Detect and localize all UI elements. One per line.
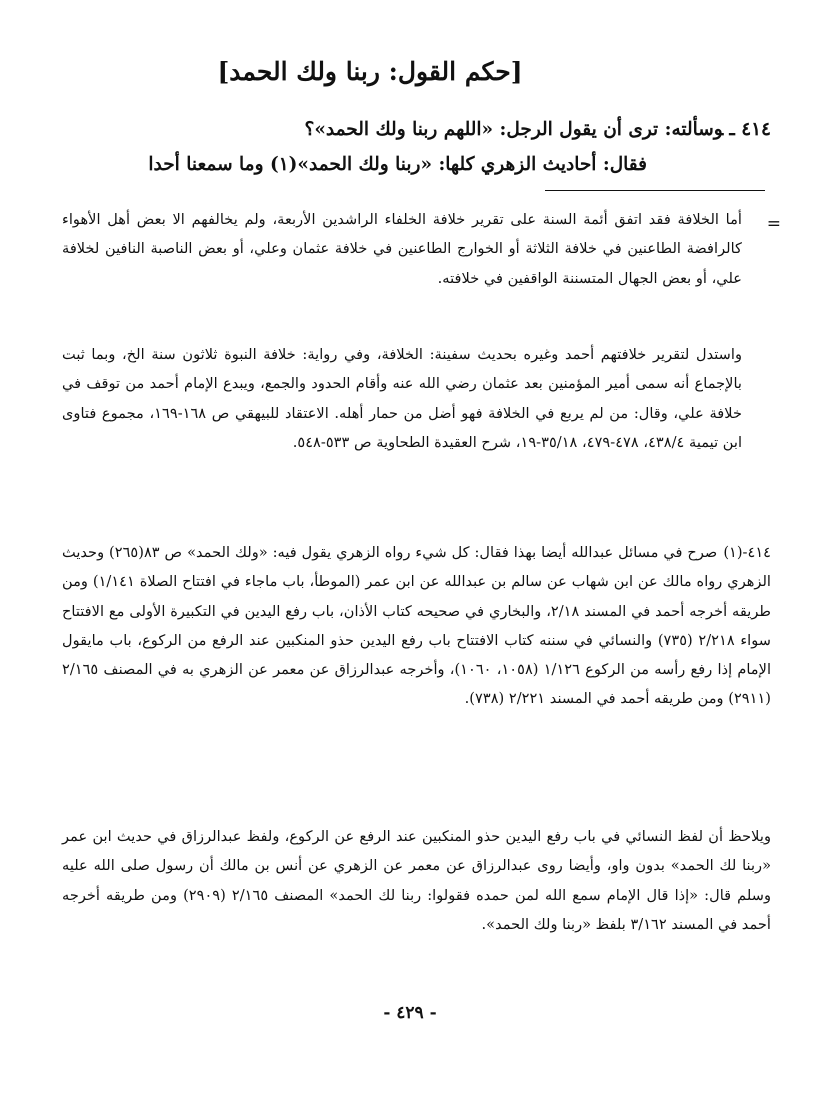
question-line xyxy=(41,112,771,147)
footnote-paragraph-wording xyxy=(62,822,771,939)
footnote-text: واستدل لتقرير خلافتهم أحمد وغيره بحديث سفينة: الخلافة، وفي رواية: خلافة النبوة ثلاثون سنة الخ، وبما ثبت بالإجماع أنه سمى أمير المؤمنين بعد عثمان رضي الله عنه وأقام الحدود والجمع، ويبدع الإمام أحمد من توقف في خلافة علي، وقال: من لم يربع في الخلافة فهو أضل من حمار أهله. الاعتقاد للبيهقي ص ١٦٨-١٦٩، مجموع فتاوى ابن تيمية ٤٣٨/٤، ٤٧٨-٤٧٩، ٣٥/١٨-١٩، شرح العقيدة الطحاوية ص ٥٣٣-٥٤٨. xyxy=(62,346,742,451)
answer-line: فقال: أحاديث الزهري كلها: «ربنا ولك الحمد»(١) وما سمعنا أحدا xyxy=(148,154,647,175)
main-text xyxy=(41,112,771,182)
footnote-body: صرح في مسائل عبدالله أيضا بهذا فقال: كل شيء رواه الزهري يقول فيه: «ولك الحمد» ص ٨٣(٢٦٥) وحديث الزهري رواه مالك عن ابن شهاب عن سالم بن عبدالله عن ابن عمر (الموطأ، باب ماجاء في افتتاح الصلاة ١/١٤١) ومن طريقه أخرجه أحمد في المسند ٢/١٨، والبخاري في صحيحه كتاب الأذان، باب رفع اليدين في التكبيرة الأولى مع الافتتاح سواء ٢/٢١٨ (٧٣٥) والنسائي في سننه كتاب الافتتاح باب رفع اليدين حذو المنكبين عند الرفع من الركوع، باب مايقول الإمام إذا رفع رأسه من الركوع ١/١٢٦ (١٠٥٨، ١٠٦٠)، وأخرجه عبدالرزاق عن معمر عن الزهري به في المصنف ٢/١٦٥ (٢٩١١) ومن طريقه أحمد في المسند ٢/٢٢١ (٧٣٨). xyxy=(62,544,771,708)
footnote-continuation-marker: = xyxy=(766,214,781,234)
footnote-divider xyxy=(545,190,765,191)
footnote-text: ويلاحظ أن لفظ النسائي في باب رفع اليدين حذو المنكبين عند الرفع عن الركوع، ولفظ عبدالرزاق في حديث ابن عمر «ربنا لك الحمد» بدون واو، وأيضا روى عبدالرزاق عن معمر عن الزهري عن أنس بن مالك أن رسول صلى الله عليه وسلم قال: «إذا قال الإمام سمع الله لمن حمده فقولوا: ربنا لك الحمد» المصنف ٢/١٦٥ (٢٩٠٩) ومن طريقه أخرجه أحمد في المسند ٣/١٦٢ بلفظ «ربنا ولك الحمد». xyxy=(62,828,771,933)
footnote-text xyxy=(62,538,771,714)
footnote-text: أما الخلافة فقد اتفق أئمة السنة على تقرير خلافة الخلفاء الراشدين الأربعة، ولم يخالفهم الا بعض أهل الأهواء كالرافضة الطاعنين في خلافة الثلاثة أو الخوارج الطاعنين في خلافة عثمان وعلي، أو بعض الناصبة النافين لخلافة علي، أو بعض الجهال المتسننة الواقفين في خلافته. xyxy=(62,211,742,287)
page-number: - ٤٢٩ - xyxy=(383,1003,437,1023)
question-number: ٤١٤ ـ xyxy=(729,119,771,140)
footnote-paragraph-evidence xyxy=(62,340,742,457)
section-heading: [حكم القول: ربنا ولك الحمد] xyxy=(217,57,523,86)
question-text: وسألته: ترى أن يقول الرجل: «اللهم ربنا ولك الحمد»؟ xyxy=(304,119,724,140)
footnote-number: ٤١٤-(١) xyxy=(723,544,771,561)
footnote-414-1 xyxy=(62,538,771,714)
footnote-paragraph-caliphate xyxy=(62,205,742,293)
